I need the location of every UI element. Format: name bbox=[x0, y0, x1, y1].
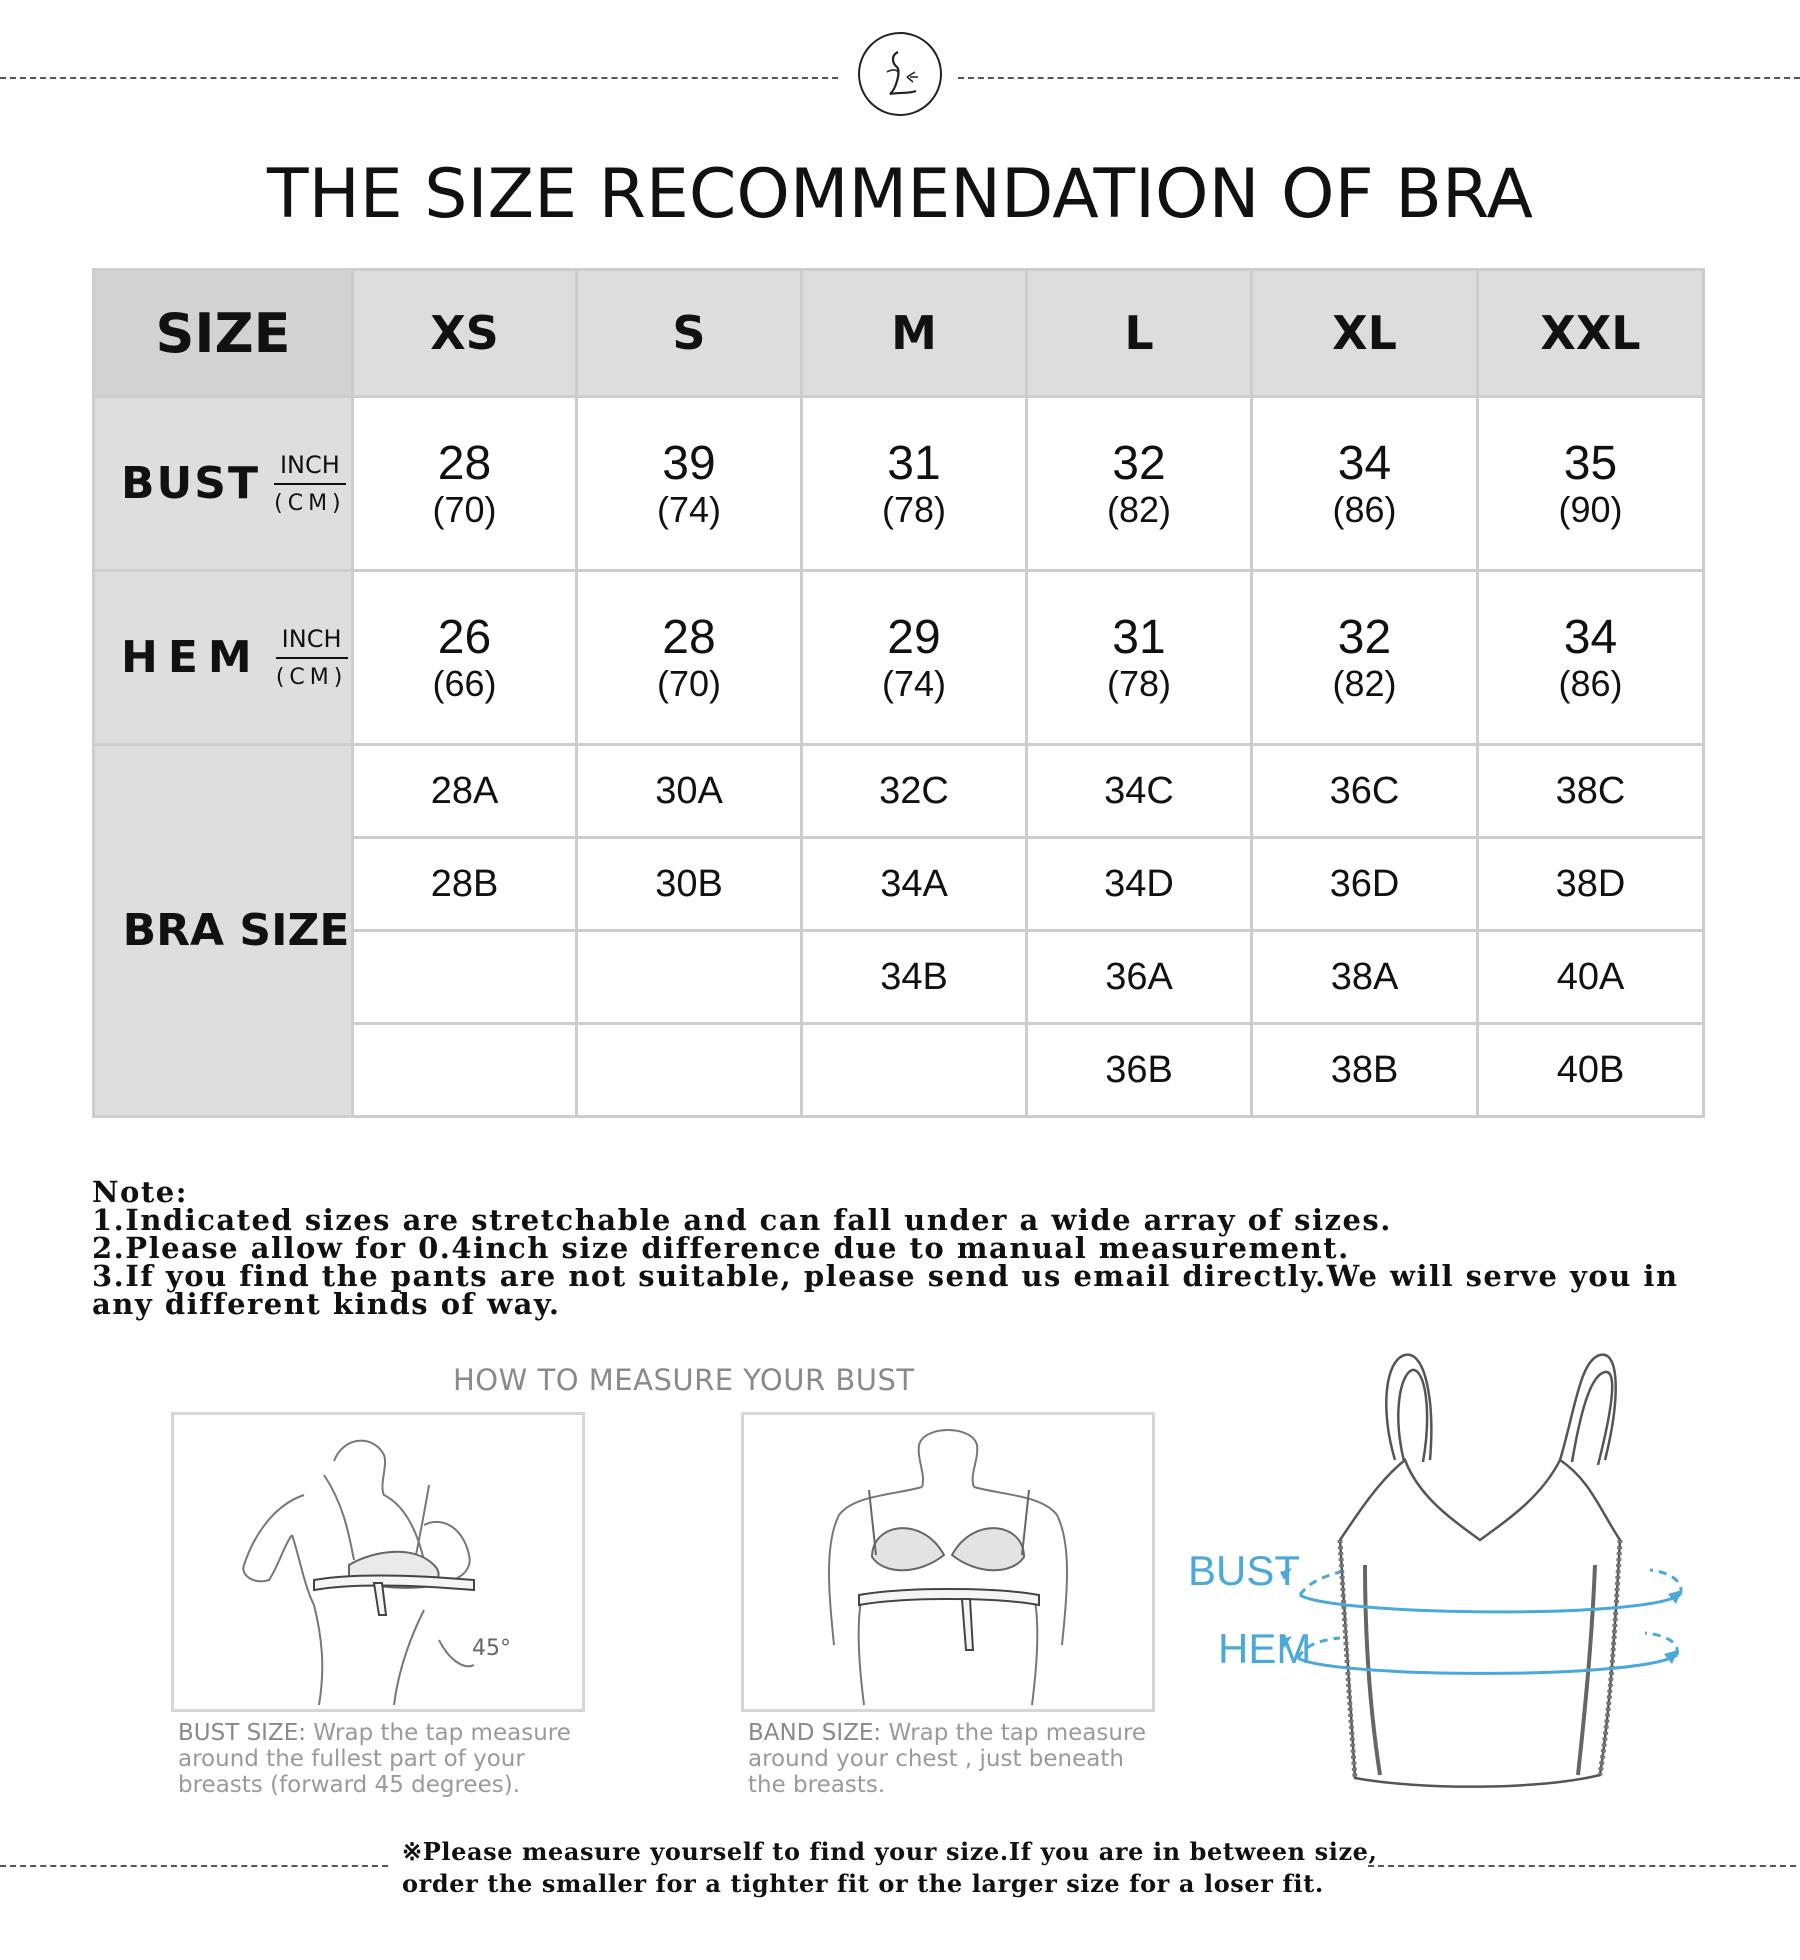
bra-size-value: 36C bbox=[1329, 769, 1400, 812]
bra-size-cell bbox=[1478, 1024, 1704, 1117]
bra-size-row bbox=[94, 745, 1704, 838]
size-s-label: S bbox=[672, 306, 706, 360]
bra-size-value: 38A bbox=[1330, 955, 1399, 998]
bust-cm-value: (86) bbox=[1332, 488, 1397, 530]
bra-size-cell bbox=[353, 745, 577, 838]
note-item: 3.If you find the pants are not suitable, please send us email directly.We will serve you in any different kinds of way. bbox=[92, 1259, 1691, 1321]
bra-size-cell bbox=[1252, 931, 1478, 1024]
hem-cell bbox=[802, 571, 1027, 745]
bust-cm-value: (82) bbox=[1106, 488, 1172, 530]
bra-size-cell bbox=[353, 931, 577, 1024]
diagram-hem-label: HEM bbox=[1218, 1625, 1312, 1672]
bra-size-cell bbox=[802, 1024, 1027, 1117]
band-size-caption-text: Wrap the tap measure around your chest , just beneath the breasts. bbox=[748, 1720, 1147, 1798]
top-divider-right bbox=[958, 77, 1800, 79]
size-header-label: SIZE bbox=[155, 301, 291, 365]
bust-cm-value: (74) bbox=[656, 488, 722, 530]
bra-size-cell bbox=[1478, 745, 1704, 838]
hem-inch-value: 31 bbox=[1112, 610, 1166, 664]
bust-inch-value: 34 bbox=[1337, 436, 1392, 490]
bust-inch-value: 32 bbox=[1112, 436, 1166, 490]
bra-size-value: 28A bbox=[430, 769, 499, 812]
bust-cell bbox=[802, 397, 1027, 571]
bust-inch-value: 31 bbox=[887, 436, 941, 490]
bra-size-value: 28B bbox=[430, 862, 499, 905]
hem-cm-value: (70) bbox=[656, 662, 722, 704]
measure-section-title: HOW TO MEASURE YOUR BUST bbox=[453, 1363, 915, 1397]
bust-cell bbox=[353, 397, 577, 571]
hem-cm-value: (86) bbox=[1558, 662, 1623, 704]
hem-inch-value: 26 bbox=[437, 610, 492, 664]
bra-size-row-header bbox=[94, 745, 353, 1117]
bust-inch-value: 28 bbox=[437, 436, 492, 490]
size-xl-label: XL bbox=[1332, 306, 1397, 360]
bra-body-icon bbox=[1340, 1460, 1620, 1787]
bra-size-value: 36A bbox=[1105, 955, 1173, 998]
bra-size-label: BRA SIZE bbox=[122, 905, 350, 956]
bra-size-cell bbox=[1478, 838, 1704, 931]
diagram-bust-label: BUST bbox=[1188, 1547, 1301, 1594]
bust-size-caption-label: BUST SIZE: bbox=[178, 1720, 306, 1746]
bra-size-cell bbox=[1027, 745, 1252, 838]
bra-size-cell bbox=[577, 745, 802, 838]
brand-logo bbox=[858, 32, 942, 116]
bra-size-cell bbox=[1252, 745, 1478, 838]
size-m-label: M bbox=[891, 306, 937, 360]
bottom-divider-right bbox=[1368, 1865, 1796, 1867]
bra-size-cell bbox=[1252, 838, 1478, 931]
hem-cm-value: (66) bbox=[432, 662, 497, 704]
size-column-header bbox=[577, 270, 802, 397]
band-size-caption bbox=[748, 1720, 1158, 1798]
bra-size-value: 30A bbox=[655, 769, 723, 812]
hem-cell bbox=[1027, 571, 1252, 745]
hem-inch-value: 28 bbox=[662, 610, 716, 664]
band-size-caption-label: BAND SIZE: bbox=[748, 1720, 882, 1746]
size-xs-label: XS bbox=[430, 306, 499, 360]
bra-size-cell bbox=[577, 838, 802, 931]
bust-unit bbox=[274, 451, 346, 516]
hem-cm-value: (74) bbox=[881, 662, 947, 704]
bra-size-value: 34C bbox=[1104, 769, 1174, 812]
bust-cm-value: (70) bbox=[432, 488, 497, 530]
hem-inch-value: 29 bbox=[887, 610, 941, 664]
table-header-row bbox=[94, 270, 1704, 397]
size-column-header bbox=[1027, 270, 1252, 397]
bust-size-caption-text: Wrap the tap measure around the fullest part of your breasts (forward 45 degrees). bbox=[178, 1720, 571, 1798]
hem-unit bbox=[276, 625, 348, 690]
note-item: 1.Indicated sizes are stretchable and can fall under a wide array of sizes. bbox=[92, 1203, 1392, 1237]
bust-cell bbox=[577, 397, 802, 571]
hem-inch-value: 32 bbox=[1337, 610, 1392, 664]
bust-row bbox=[94, 397, 1704, 571]
hem-cell bbox=[1478, 571, 1704, 745]
page-title: THE SIZE RECOMMENDATION OF BRA bbox=[267, 155, 1533, 234]
hem-row-header bbox=[94, 571, 353, 745]
bra-size-cell bbox=[1027, 931, 1252, 1024]
bra-size-cell bbox=[802, 838, 1027, 931]
size-header-cell bbox=[94, 270, 353, 397]
bra-size-value: 36B bbox=[1105, 1048, 1173, 1091]
bust-label: BUST bbox=[121, 458, 260, 509]
bra-size-value: 34D bbox=[1104, 862, 1174, 905]
bra-size-cell bbox=[802, 931, 1027, 1024]
bust-cell bbox=[1027, 397, 1252, 571]
bra-size-value: 34B bbox=[880, 955, 948, 998]
bust-measure-illustration bbox=[171, 1412, 585, 1712]
bra-size-cell bbox=[353, 1024, 577, 1117]
bra-size-cell bbox=[1027, 838, 1252, 931]
logo-mark-icon bbox=[860, 34, 940, 114]
bra-size-cell bbox=[1478, 931, 1704, 1024]
note-item: 2.Please allow for 0.4inch size difference due to manual measurement. bbox=[92, 1231, 1350, 1265]
notes-block bbox=[92, 1175, 1732, 1321]
bust-cm-value: (78) bbox=[881, 488, 947, 530]
bra-size-value: 38C bbox=[1555, 769, 1626, 812]
bra-size-value: 32C bbox=[879, 769, 949, 812]
bra-size-cell bbox=[577, 1024, 802, 1117]
bust-cm-value: (90) bbox=[1558, 488, 1623, 530]
bra-size-value: 38B bbox=[1330, 1048, 1399, 1091]
hem-cm-value: (82) bbox=[1332, 662, 1397, 704]
hem-label: HEM bbox=[121, 632, 262, 683]
bust-inch-value: 39 bbox=[662, 436, 716, 490]
bra-size-cell bbox=[577, 931, 802, 1024]
hem-inch-value: 34 bbox=[1563, 610, 1618, 664]
bra-size-value: 40A bbox=[1556, 955, 1625, 998]
bust-inch-value: 35 bbox=[1563, 436, 1618, 490]
bust-cell bbox=[1478, 397, 1704, 571]
hem-cell bbox=[577, 571, 802, 745]
bust-size-caption bbox=[178, 1720, 578, 1798]
footer-line: ※Please measure yourself to find your size.If you are in between size, bbox=[402, 1837, 1378, 1866]
band-measure-illustration bbox=[741, 1412, 1155, 1712]
hem-row bbox=[94, 571, 1704, 745]
bra-size-cell bbox=[353, 838, 577, 931]
bust-row-header bbox=[94, 397, 353, 571]
bra-size-value: 30B bbox=[655, 862, 723, 905]
bra-size-cell bbox=[802, 745, 1027, 838]
side-torso-figure-icon bbox=[174, 1415, 582, 1709]
bra-size-value: 34A bbox=[880, 862, 948, 905]
hem-cm-value: (78) bbox=[1106, 662, 1172, 704]
size-column-header bbox=[353, 270, 577, 397]
unit-cm-label: (CM) bbox=[274, 491, 346, 516]
hem-cell bbox=[1252, 571, 1478, 745]
angle-label: 45° bbox=[472, 1636, 511, 1661]
footer-line: order the smaller for a tighter fit or the larger size for a loser fit. bbox=[402, 1869, 1324, 1898]
unit-inch-label: INCH bbox=[274, 451, 346, 485]
hem-cell bbox=[353, 571, 577, 745]
bra-size-cell bbox=[1027, 1024, 1252, 1117]
bra-size-cell bbox=[1252, 1024, 1478, 1117]
size-table bbox=[92, 268, 1705, 1118]
footer-note bbox=[402, 1836, 1382, 1900]
top-divider-left bbox=[0, 77, 838, 79]
bust-cell bbox=[1252, 397, 1478, 571]
size-xxl-label: XXL bbox=[1540, 306, 1641, 360]
front-torso-figure-icon bbox=[744, 1415, 1152, 1709]
bra-size-value: 38D bbox=[1555, 862, 1626, 905]
bottom-divider-left bbox=[0, 1865, 388, 1867]
size-column-header bbox=[1478, 270, 1704, 397]
size-column-header bbox=[1252, 270, 1478, 397]
size-column-header bbox=[802, 270, 1027, 397]
bra-size-value: 40B bbox=[1556, 1048, 1625, 1091]
bra-straps-icon bbox=[1386, 1355, 1615, 1465]
notes-heading: Note: bbox=[92, 1175, 188, 1209]
unit-cm-label: (CM) bbox=[275, 665, 348, 690]
bra-size-value: 36D bbox=[1329, 862, 1400, 905]
unit-inch-label: INCH bbox=[276, 625, 348, 659]
size-l-label: L bbox=[1124, 306, 1154, 360]
